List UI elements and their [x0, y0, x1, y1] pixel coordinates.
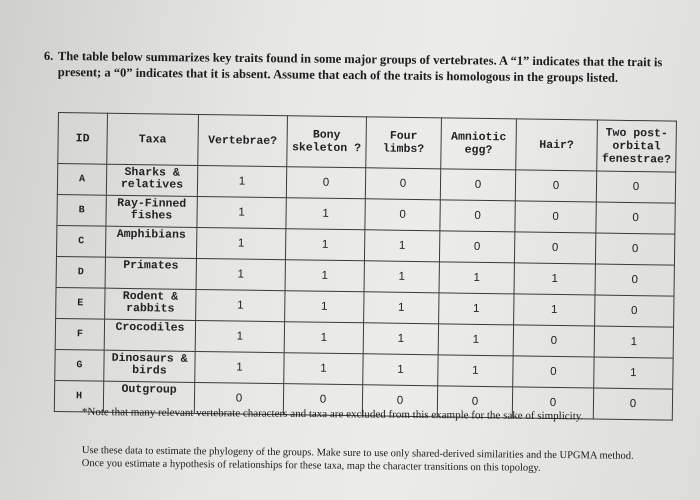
row-id: D — [56, 256, 105, 288]
trait-value-cell: 1 — [438, 324, 513, 356]
row-id: G — [55, 349, 104, 381]
trait-value-cell: 1 — [285, 229, 364, 261]
header-hair: Hair? — [516, 119, 598, 171]
row-id: C — [56, 225, 105, 257]
row-id: H — [54, 380, 103, 412]
traits-table-container — [54, 112, 677, 421]
trait-value-cell: 0 — [437, 386, 512, 418]
row-taxa: Ray-Finned fishes — [106, 195, 197, 227]
trait-value-cell: 1 — [364, 261, 439, 293]
instructions-text: Use these data to estimate the phylogeny of the groups. Make sure to use only shared-derived similarities and the UPGMA method. Once you estimate a hypothesis of relationships for these taxa, map the character transitions on this topology. — [81, 444, 634, 474]
trait-value-cell: 1 — [438, 355, 513, 387]
trait-value-cell: 0 — [595, 264, 674, 296]
table-body — [54, 164, 675, 421]
trait-value-cell: 0 — [512, 387, 593, 419]
trait-value-cell: 0 — [440, 169, 515, 201]
trait-value-cell: 0 — [440, 200, 515, 232]
trait-value-cell: 0 — [365, 199, 440, 231]
header-post-orbital-fenestrae: Two post-orbital fenestrae? — [597, 120, 677, 172]
question-body: The table below summarizes key traits found in some major groups of vertebrates. A “1” indicates that the trait is present; a “0” indicates that it is absent. Assume that each of the traits is homologous in the groups listed. — [57, 48, 663, 85]
row-id: B — [57, 194, 106, 226]
trait-value-cell: 0 — [362, 385, 437, 417]
trait-value-cell: 0 — [515, 170, 596, 202]
trait-value-cell: 0 — [595, 295, 674, 327]
row-taxa: Rodent & rabbits — [105, 288, 196, 320]
trait-value-cell: 1 — [439, 262, 514, 294]
trait-value-cell: 1 — [197, 165, 286, 197]
trait-value-cell: 1 — [195, 320, 284, 352]
row-taxa: Crocodiles — [104, 319, 195, 351]
traits-table — [54, 112, 677, 421]
header-amniotic-egg: Amniotic egg? — [441, 118, 517, 170]
trait-value-cell: 1 — [197, 196, 286, 228]
header-vertebrae: Vertebrae? — [198, 114, 288, 166]
row-taxa: Primates — [105, 257, 196, 289]
trait-value-cell: 1 — [196, 289, 285, 321]
footnote: *Note that many relevant vertebrate characters and taxa are excluded from this example for the sake of simplicity. — [81, 406, 584, 423]
trait-value-cell: 0 — [513, 356, 594, 388]
row-id: F — [55, 318, 104, 350]
row-taxa: Amphibians — [105, 226, 196, 258]
trait-value-cell: 1 — [364, 230, 439, 262]
trait-value-cell: 0 — [514, 232, 595, 264]
table-header-row — [58, 113, 677, 173]
row-taxa: Sharks & relatives — [106, 164, 197, 196]
trait-value-cell: 0 — [593, 388, 672, 420]
trait-value-cell: 1 — [286, 198, 365, 230]
trait-value-cell: 1 — [439, 293, 514, 325]
trait-value-cell: 0 — [513, 325, 594, 357]
question-number: 6. — [43, 48, 54, 63]
trait-value-cell: 0 — [286, 167, 365, 199]
row-taxa: Dinosaurs & birds — [104, 350, 195, 382]
row-taxa: Outgroup — [103, 381, 194, 413]
trait-value-cell: 0 — [194, 382, 283, 414]
trait-value-cell: 1 — [195, 351, 284, 383]
row-id: E — [56, 287, 105, 319]
header-four-limbs: Four limbs? — [366, 117, 442, 169]
trait-value-cell: 1 — [285, 260, 364, 292]
header-taxa: Taxa — [107, 113, 199, 165]
trait-value-cell: 1 — [594, 357, 673, 389]
trait-value-cell: 1 — [363, 354, 438, 386]
trait-value-cell: 1 — [196, 227, 285, 259]
trait-value-cell: 0 — [595, 233, 674, 265]
trait-value-cell: 1 — [363, 323, 438, 355]
trait-value-cell: 1 — [285, 291, 364, 323]
question-text — [43, 48, 678, 86]
trait-value-cell: 0 — [283, 384, 362, 416]
trait-value-cell: 1 — [196, 258, 285, 290]
trait-value-cell: 1 — [594, 326, 673, 358]
trait-value-cell: 1 — [514, 294, 595, 326]
trait-value-cell: 0 — [596, 202, 675, 234]
trait-value-cell: 1 — [364, 292, 439, 324]
trait-value-cell: 0 — [596, 171, 675, 203]
trait-value-cell: 0 — [365, 168, 440, 200]
trait-value-cell: 1 — [284, 322, 363, 354]
trait-value-cell: 1 — [514, 263, 595, 295]
header-id: ID — [58, 113, 108, 165]
header-bony-skeleton: Bony skeleton ? — [287, 116, 367, 168]
trait-value-cell: 0 — [515, 201, 596, 233]
row-id: A — [57, 164, 106, 196]
trait-value-cell: 0 — [439, 231, 514, 263]
trait-value-cell: 1 — [284, 353, 363, 385]
